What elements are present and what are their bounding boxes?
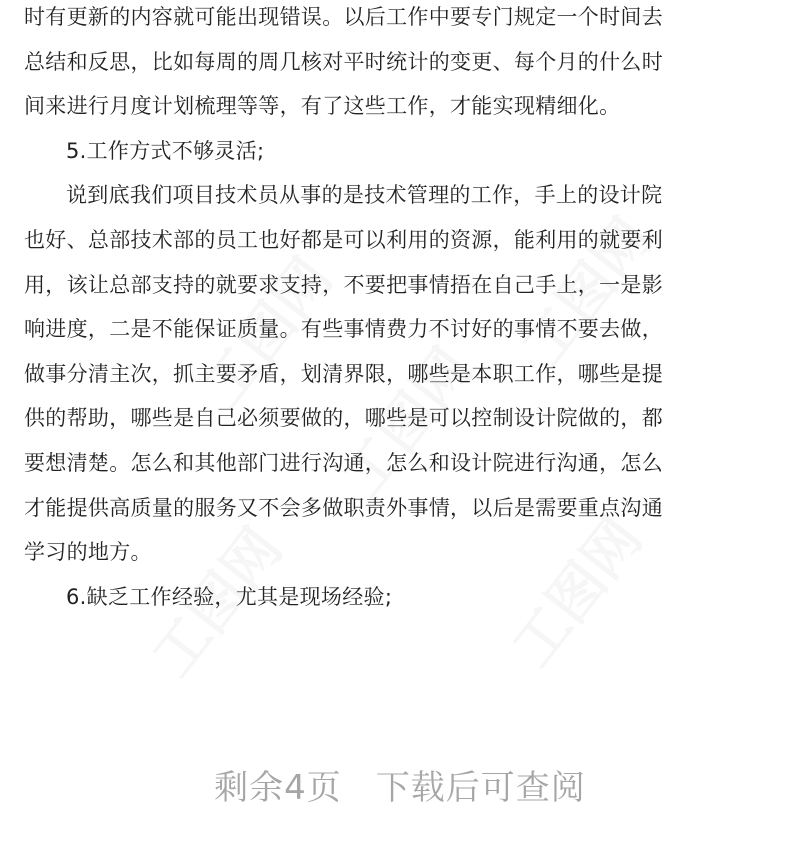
paragraph-line: 说到底我们项目技术员从事的是技术管理的工作，手上的设计院 <box>66 183 663 208</box>
paragraph-line: 做事分清主次，抓主要矛盾，划清界限，哪些是本职工作，哪些是提 <box>24 361 663 386</box>
paragraph-line: 总结和反思，比如每周的周几核对平时统计的变更、每个月的什么时 <box>24 49 663 74</box>
paywall-banner[interactable] <box>0 768 800 808</box>
paragraph-line: 响进度，二是不能保证质量。有些事情费力不讨好的事情不要去做， <box>24 317 663 342</box>
paragraph-line: 要想清楚。怎么和其他部门进行沟通，怎么和设计院进行沟通，怎么 <box>24 450 663 475</box>
paragraph-line: 也好、总部技术部的员工也好都是可以利用的资源，能利用的就要利 <box>24 227 663 252</box>
section-heading: 6.缺乏工作经验，尤其是现场经验; <box>66 584 393 609</box>
paragraph-line: 才能提供高质量的服务又不会多做职责外事情，以后是需要重点沟通 <box>24 495 663 520</box>
download-to-view-link[interactable]: 下载后可查阅 <box>375 768 586 808</box>
paragraph-line: 时有更新的内容就可能出现错误。以后工作中要专门规定一个时间去 <box>24 5 663 29</box>
document-body <box>24 0 708 630</box>
paragraph-line: 间来进行月度计划梳理等等，有了这些工作，才能实现精细化。 <box>24 94 621 119</box>
remaining-pages-label: 剩余4页 <box>214 768 342 808</box>
section-heading: 5.工作方式不够灵活; <box>66 138 265 163</box>
paragraph-line: 用，该让总部支持的就要求支持，不要把事情捂在自己手上，一是影 <box>24 272 663 297</box>
paragraph-line: 供的帮助，哪些是自己必须要做的，哪些是可以控制设计院做的，都 <box>24 406 663 431</box>
paragraph-line: 学习的地方。 <box>24 540 152 565</box>
